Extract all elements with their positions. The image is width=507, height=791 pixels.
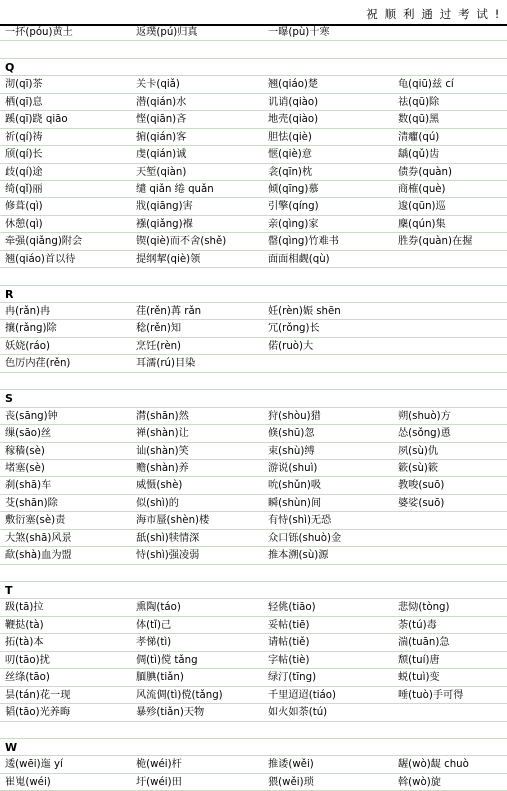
vocab-entry: 吮(shǔn)吸 — [268, 480, 322, 492]
table-row — [0, 756, 507, 773]
vocab-entry: 妊(rèn)娠 shēn — [268, 306, 341, 317]
vocab-entry: 龟(qiū)兹 cí — [398, 79, 454, 91]
vocab-entry: 讥诮(qiào) — [268, 96, 319, 108]
vocab-entry: 襁(qiǎng)褓 — [136, 218, 193, 230]
vocab-entry: 堵塞(sè) — [5, 462, 45, 474]
vocab-entry: 返璞(pú)归真 — [136, 27, 198, 38]
vocab-entry: 赡(shàn)养 — [136, 462, 189, 474]
vocab-entry: 龌(wò)龊 chuò — [398, 759, 469, 771]
vocab-entry: 麇(qún)集 — [398, 218, 446, 230]
vocab-entry: 龋(qǔ)齿 — [398, 149, 440, 161]
vocab-entry: 荼(tú)毒 — [398, 619, 437, 631]
vocab-entry: 一抔(póu)黄土 — [5, 27, 73, 38]
vocab-entry: 有恃(shì)无恐 — [268, 515, 332, 527]
vocab-entry: 潜(qián)水 — [136, 96, 187, 108]
table-row — [0, 669, 507, 686]
vocab-entry: 夙(sù)仇 — [398, 445, 439, 457]
table-row — [0, 617, 507, 634]
section-letter: T — [5, 584, 13, 597]
table-row — [0, 477, 507, 494]
vocabulary-table — [0, 24, 507, 791]
vocab-entry: 蜕(tuì)变 — [398, 672, 440, 684]
vocab-entry: 蹊(qī)跷 qiāo — [5, 114, 68, 126]
vocab-entry: 翘(qiáo)首以待 — [5, 253, 76, 265]
vocab-entry: 恃(shì)强凌弱 — [136, 550, 200, 562]
vocab-entry: 偌(ruò)大 — [268, 340, 314, 352]
vocab-entry: 请帖(tiě) — [268, 637, 310, 649]
vocab-entry: 禅(shàn)让 — [136, 428, 189, 440]
header-title: 祝 顺 利 通 过 考 试 ! — [366, 7, 501, 21]
vocab-entry: 倾(qīng)慕 — [268, 183, 319, 195]
vocab-entry: 荏(rěn)苒 rǎn — [136, 306, 202, 317]
vocab-entry: 烹饪(rèn) — [136, 340, 182, 352]
vocab-entry: 唾(tuò)手可得 — [398, 689, 464, 701]
vocab-entry: 腼腆(tiǎn) — [136, 672, 184, 684]
vocab-entry: 妖娆(ráo) — [5, 340, 50, 352]
vocab-entry: 倜(tì)傥 tǎng — [136, 654, 198, 666]
table-row — [0, 460, 507, 477]
vocab-entry: 颓(tuí)唐 — [398, 654, 440, 666]
vocab-entry: 婆娑(suō) — [398, 497, 445, 509]
vocab-entry: 翘(qiáo)楚 — [268, 79, 319, 91]
vocab-entry: 缱 qiǎn 绻 quǎn — [136, 183, 214, 195]
table-row — [0, 181, 507, 198]
vocab-entry: 戕(qiāng)害 — [136, 201, 193, 213]
table-row — [0, 390, 507, 407]
vocab-entry: 鞭挞(tà) — [5, 619, 44, 631]
vocab-entry: 桅(wéi)杆 — [136, 759, 182, 771]
table-row — [0, 687, 507, 704]
vocab-entry: 关卡(qiǎ) — [136, 79, 180, 91]
vocab-entry: 孝悌(tì) — [136, 637, 172, 649]
vocab-entry: 绮(qǐ)丽 — [5, 183, 43, 195]
vocab-entry: 猥(wěi)琐 — [268, 776, 314, 788]
vocab-entry: 缫(sāo)丝 — [5, 428, 52, 440]
table-row — [0, 338, 507, 355]
table-row — [0, 565, 507, 582]
table-row — [0, 24, 507, 41]
vocab-entry: 天堑(qiàn) — [136, 166, 187, 178]
vocab-entry: 胆怯(qiè) — [268, 131, 312, 143]
section-letter: R — [5, 287, 14, 301]
table-row — [0, 129, 507, 146]
table-row — [0, 530, 507, 547]
vocab-entry: 韬(tāo)光养晦 — [5, 707, 71, 719]
vocab-entry: 丧(sāng)钟 — [5, 410, 58, 422]
vocab-entry: 怂(sǒng)恿 — [398, 428, 451, 440]
vocab-entry: 栖(qī)息 — [5, 96, 43, 108]
vocab-entry: 瞬(shùn)间 — [268, 497, 322, 509]
vocab-entry: 逶(wēi)迤 yí — [5, 759, 63, 771]
vocab-entry: 倏(shū)忽 — [268, 428, 315, 440]
table-row — [0, 320, 507, 337]
table-row — [0, 425, 507, 442]
vocab-entry: 胜券(quàn)在握 — [398, 236, 473, 248]
table-row — [0, 634, 507, 651]
vocab-entry: 大煞(shā)风景 — [5, 532, 72, 544]
vocab-entry: 衾(qīn)枕 — [268, 166, 313, 178]
table-row — [0, 599, 507, 616]
vocab-entry: 朔(shuò)方 — [398, 410, 451, 422]
vocab-entry: 丝绦(tāo) — [5, 672, 50, 684]
vocab-entry: 熏陶(táo) — [136, 602, 181, 614]
section-letter: Q — [5, 60, 15, 74]
vocab-entry: 祛(qū)除 — [398, 96, 440, 108]
table-row — [0, 94, 507, 111]
vocab-entry: 色厉内荏(rěn) — [5, 358, 71, 370]
vocab-entry: 狩(shòu)猎 — [268, 410, 321, 422]
vocab-entry: 提纲挈(qiè)领 — [136, 253, 201, 265]
table-row — [0, 41, 507, 58]
vocab-entry: 束(shù)缚 — [268, 445, 315, 457]
table-row — [0, 495, 507, 512]
vocab-entry: 虔(qián)诚 — [136, 149, 187, 161]
vocab-entry: 一曝(pù)十寒 — [268, 27, 330, 38]
vocab-entry: 冗(rǒng)长 — [268, 323, 320, 335]
table-row — [0, 198, 507, 215]
vocab-entry: 颀(qí)长 — [5, 149, 43, 161]
vocab-entry: 叨(tāo)扰 — [5, 654, 50, 666]
table-row — [0, 652, 507, 669]
vocab-entry: 如火如荼(tú) — [268, 707, 328, 719]
vocab-entry: 掮(qián)客 — [136, 131, 187, 143]
vocab-entry: 舐(shì)犊情深 — [136, 532, 200, 544]
table-row — [0, 739, 507, 756]
section-letter: S — [5, 392, 13, 406]
vocab-entry: 悲恸(tòng) — [398, 602, 450, 614]
vocab-entry: 暴殄(tiǎn)天物 — [136, 707, 205, 719]
vocab-entry: 清癯(qú) — [398, 131, 440, 143]
vocab-entry: 推本溯(sù)源 — [268, 550, 329, 562]
vocab-entry: 攘(rǎng)除 — [5, 323, 57, 335]
vocab-entry: 威慑(shè) — [136, 480, 183, 492]
table-row — [0, 111, 507, 128]
table-row — [0, 76, 507, 93]
table-row — [0, 582, 507, 599]
table-row — [0, 722, 507, 739]
vocab-entry: 崔嵬(wéi) — [5, 776, 51, 788]
vocab-entry: 祈(qí)祷 — [5, 131, 43, 143]
vocab-entry: 妥帖(tiē) — [268, 619, 310, 631]
vocab-entry: 沏(qī)茶 — [5, 79, 43, 91]
vocab-entry: 海市蜃(shèn)楼 — [136, 515, 210, 527]
table-row — [0, 268, 507, 285]
vocab-entry: 数(qū)黑 — [398, 114, 440, 126]
vocab-entry: 商榷(què) — [398, 183, 446, 195]
vocab-entry: 修葺(qì) — [5, 201, 43, 213]
table-row — [0, 286, 507, 303]
table-row — [0, 355, 507, 372]
table-row — [0, 216, 507, 233]
vocab-entry: 罄(qìng)竹难书 — [268, 236, 339, 248]
vocab-entry: 引擎(qíng) — [268, 201, 319, 213]
table-row — [0, 164, 507, 181]
table-row — [0, 443, 507, 460]
vocab-entry: 潸(shān)然 — [136, 410, 189, 422]
vocab-entry: 绿汀(tīng) — [268, 672, 317, 684]
section-letter: W — [5, 740, 18, 754]
vocab-entry: 亲(qìng)家 — [268, 218, 319, 230]
vocab-entry: 圩(wéi)田 — [136, 776, 182, 788]
table-row — [0, 704, 507, 721]
vocab-entry: 锲(qiè)而不舍(shě) — [136, 236, 227, 248]
vocab-entry: 轻佻(tiāo) — [268, 602, 316, 614]
vocab-entry: 千里迢迢(tiáo) — [268, 689, 336, 701]
table-row — [0, 373, 507, 390]
vocab-entry: 体(tǐ)己 — [136, 619, 172, 631]
vocab-entry: 敷衍塞(sè)责 — [5, 515, 66, 527]
vocab-entry: 悭(qiān)吝 — [136, 114, 187, 126]
vocab-entry: 风流倜(tì)傥(tǎng) — [136, 689, 223, 701]
vocab-entry: 面面相觑(qù) — [268, 253, 330, 265]
vocab-entry: 歧(qí)途 — [5, 166, 43, 178]
table-row — [0, 59, 507, 76]
vocab-entry: 债券(quàn) — [398, 166, 452, 178]
vocab-entry: 牵强(qiǎng)附会 — [5, 236, 83, 248]
vocab-entry: 讪(shàn)笑 — [136, 445, 189, 457]
vocab-entry: 地壳(qiào) — [268, 114, 319, 126]
vocab-entry: 字帖(tiè) — [268, 654, 310, 666]
vocab-entry: 游说(shuì) — [268, 462, 318, 474]
vocab-entry: 耳濡(rú)目染 — [136, 358, 196, 370]
table-row — [0, 303, 507, 320]
vocab-entry: 众口铄(shuò)金 — [268, 532, 342, 544]
vocab-entry: 惬(qiè)意 — [268, 149, 312, 161]
table-row — [0, 512, 507, 529]
vocab-entry: 冉(rǎn)冉 — [5, 306, 51, 317]
vocab-entry: 稔(rěn)知 — [136, 323, 182, 335]
vocab-entry: 斡(wò)旋 — [398, 776, 441, 788]
vocab-entry: 逡(qūn)巡 — [398, 201, 446, 213]
vocab-entry: 休憩(qì) — [5, 218, 43, 230]
vocab-entry: 趿(tā)拉 — [5, 602, 44, 614]
vocab-entry: 刹(shā)车 — [5, 480, 52, 492]
vocab-entry: 推诿(wěi) — [268, 759, 314, 771]
table-row — [0, 547, 507, 564]
table-row — [0, 408, 507, 425]
vocab-entry: 稼穑(sè) — [5, 445, 45, 457]
vocab-entry: 教唆(suō) — [398, 480, 445, 492]
vocab-entry: 湍(tuān)急 — [398, 637, 450, 649]
vocab-entry: 芟(shān)除 — [5, 497, 58, 509]
table-row — [0, 233, 507, 250]
vocab-entry: 拓(tà)本 — [5, 637, 44, 649]
vocab-entry: 似(shì)的 — [136, 497, 179, 509]
table-row — [0, 774, 507, 791]
vocab-entry: 昙(tán)花一现 — [5, 689, 71, 701]
table-row — [0, 251, 507, 268]
vocab-entry: 歃(shà)血为盟 — [5, 550, 72, 562]
table-row — [0, 146, 507, 163]
vocab-entry: 簌(sù)簌 — [398, 462, 439, 474]
